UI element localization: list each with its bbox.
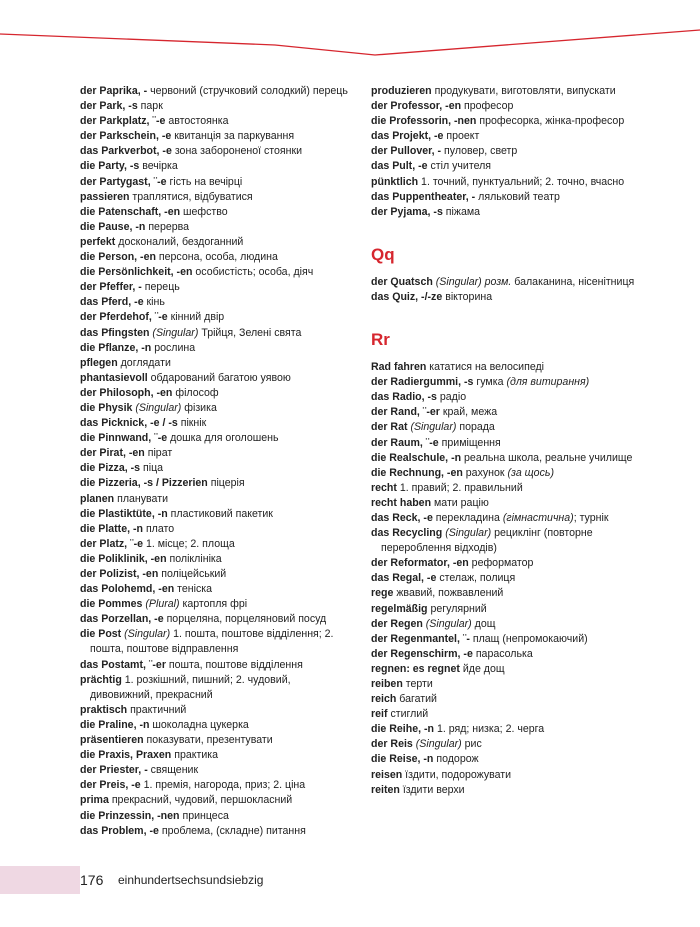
translation: прекрасний, чудовий, першокласний [111,794,293,807]
translation: священик [150,764,199,777]
headword: die Pizza, -s [80,462,141,475]
dictionary-entry [371,436,646,451]
headword: der Partygast, ¨-e [80,175,167,188]
headword: der Priester, - [80,764,148,777]
headword: das Postamt, ¨-er [80,658,166,671]
grammar-note: (Plural) [145,598,180,611]
translation: персона, особа, людина [158,251,278,264]
translation: проблема, (складне) питання [161,824,306,837]
translation: проект [446,130,480,143]
dictionary-entry [80,295,348,310]
translation: реальна школа, реальне училище [464,451,633,464]
translation: мати рацію [434,496,489,509]
dictionary-entry [371,175,646,190]
translation: піца [143,462,164,475]
dictionary-entry [80,733,348,748]
headword: der Pirat, -en [80,447,145,460]
dictionary-entry [80,703,348,718]
translation: радіо [439,391,467,404]
headword: das Reck, -e [371,511,433,524]
translation: парк [140,100,163,113]
headword: recht [371,481,397,494]
translation: кататися на велосипеді [429,361,545,374]
translation: приміщення [441,436,501,449]
dictionary-entry [371,114,646,129]
dictionary-entry [371,632,646,647]
dictionary-entry [371,692,646,707]
dictionary-entry [371,420,646,435]
headword: das Pferd, -e [80,296,144,309]
headword: pflegen [80,356,118,369]
headword: der Regenmantel, ¨- [371,632,470,645]
headword: die Reihe, -n [371,723,434,736]
headword: der Pyjama, -s [371,205,443,218]
translation: перерва [148,220,190,233]
headword: produzieren [371,85,432,97]
dictionary-entry [371,144,646,159]
headword: der Reis [371,738,413,751]
translation: реформатор [471,557,534,570]
headword: die Plastiktüte, -n [80,507,168,520]
dictionary-entry [371,451,646,466]
headword: die Patenschaft, -en [80,205,181,218]
headword: die Physik [80,401,133,414]
dictionary-entry [371,390,646,405]
headword: regnen: es regnet [371,662,460,675]
translation: зона забороненої стоянки [174,145,303,158]
translation: практика [174,749,219,762]
headword: die Party, -s [80,160,140,173]
translation: продукувати, виготовляти, випускати [434,85,616,97]
translation: 1. правий; 2. правильний [399,481,523,494]
translation: обдарований багатою уявою [150,371,291,384]
translation: поліклініка [169,552,222,565]
dictionary-entry [80,597,348,612]
dictionary-entry [371,405,646,420]
translation: терти [405,678,433,690]
dictionary-entry [371,205,646,220]
dictionary-entry [80,235,348,250]
headword: der Radiergummi, -s [371,376,474,389]
translation: рахунок [465,466,505,479]
headword: das Problem, -e [80,824,159,837]
translation: принцеса [182,809,229,822]
headword: die Realschule, -n [371,451,462,464]
dictionary-entry [80,627,348,657]
headword: der Rand, ¨-er [371,406,440,419]
translation: показувати, презентувати [146,734,273,747]
dictionary-entry [80,401,348,416]
translation: вечірка [142,160,178,173]
dictionary-entry [80,416,348,431]
usage-note: (для витирання) [506,376,590,389]
dictionary-entry [371,556,646,571]
translation: філософ [175,386,219,399]
headword: das Radio, -s [371,391,437,404]
footer-band [0,866,80,894]
headword: das Pult, -e [371,160,428,173]
translation: жвавий, пожвавлений [396,587,504,600]
dictionary-entry [80,159,348,174]
headword: das Quiz, -/-ze [371,290,443,303]
translation: професорка, жінка-професор [479,115,625,128]
dictionary-entry [371,571,646,586]
headword: der Quatsch [371,275,433,288]
headword: der Park, -s [80,100,138,113]
dictionary-entry [371,129,646,144]
headword: reif [371,708,388,721]
translation: Трійця, Зелені свята [201,326,302,339]
headword: prima [80,794,109,807]
dictionary-entry [80,341,348,356]
translation: рециклінг (повторне перероблення відходів) [381,527,593,555]
headword: die Post [80,628,122,641]
headword: der Parkschein, -e [80,130,172,143]
translation: перекладина [435,511,500,524]
headword: die Pommes [80,598,143,611]
right-column [371,84,646,798]
translation: 1. пошта, поштове відділення; 2. пошта, поштове відправлення [90,628,334,656]
dictionary-entry [80,220,348,235]
translation: шоколадна цукерка [152,718,249,731]
headword: das Pfingsten [80,326,150,339]
headword: Rad fahren [371,361,427,374]
headword: die Professorin, -nen [371,115,477,128]
translation: пластиковий пакетик [170,507,273,520]
headword: die Prinzessin, -nen [80,809,180,822]
dictionary-entry [371,496,646,511]
translation: доглядати [120,356,171,369]
grammar-note: (Singular) [425,617,472,630]
dictionary-entry [80,205,348,220]
p-entries [371,84,646,220]
dictionary-entry [80,673,348,703]
headword: der Pullover, - [371,145,442,158]
headword: rege [371,587,394,600]
translation: парасолька [475,647,533,660]
translation: кінний двір [170,311,225,324]
dictionary-entry [80,522,348,537]
dictionary-entry [80,326,348,341]
dictionary-entry [371,190,646,205]
headword: die Rechnung, -en [371,466,463,479]
translation: траплятися, відбуватися [132,190,253,203]
translation: їздити, подорожувати [405,768,512,781]
dictionary-entry [371,647,646,662]
translation: плащ (непромокаючий) [472,632,588,645]
headword: die Pinnwand, ¨-e [80,432,168,445]
headword: das Picknick, -e / -s [80,417,178,430]
translation: планувати [117,492,168,505]
dictionary-entry [80,658,348,673]
dictionary-entry [80,175,348,190]
headword: die Praline, -n [80,718,150,731]
dictionary-entry [80,552,348,567]
dictionary-entry [371,586,646,601]
translation: поліцейський [161,568,227,580]
translation: квитанція за паркування [174,130,295,143]
dictionary-entry [80,748,348,763]
dictionary-entry [80,386,348,401]
headword: das Projekt, -e [371,130,444,143]
translation: рис [464,738,482,751]
headword: der Professor, -en [371,100,462,113]
dictionary-entry [371,290,646,305]
grammar-note: (Singular) [445,527,492,540]
dictionary-entry [371,617,646,632]
letter-heading-r: Rr [371,330,390,350]
dictionary-entry [80,371,348,386]
translation: вікторина [445,290,493,303]
dictionary-entry [80,582,348,597]
dictionary-entry [80,612,348,627]
grammar-note: (Singular) [410,421,457,434]
dictionary-entry [80,129,348,144]
headword: der Parkplatz, ¨-e [80,115,166,128]
letter-heading-q: Qq [371,244,395,264]
translation: перець [144,281,180,294]
translation: пірат [147,447,173,460]
grammar-note: (Singular) [415,738,462,751]
translation: регулярний [430,602,487,615]
translation: особистість; особа, діяч [195,266,314,279]
dictionary-entry [80,114,348,129]
dictionary-entry [371,84,646,99]
headword: das Recycling [371,527,443,540]
dictionary-entry [371,159,646,174]
headword: das Regal, -e [371,572,437,585]
translation: картопля фрі [182,598,248,611]
headword: der Pfeffer, - [80,281,142,294]
headword: die Person, -en [80,251,156,264]
headword: regelmäßig [371,602,428,615]
headword: der Pferdehof, ¨-e [80,311,168,324]
headword: der Rat [371,421,408,434]
headword: der Regenschirm, -e [371,647,473,660]
grammar-note: (Singular) розм. [435,275,512,288]
translation: автостоянка [168,115,229,128]
dictionary-entry [371,752,646,767]
headword: das Porzellan, -e [80,613,164,626]
translation: гість на вечірці [169,175,243,188]
headword: phantasievoll [80,371,148,384]
dictionary-entry [371,466,646,481]
translation: теніска [177,583,213,596]
headword: die Platte, -n [80,522,143,535]
grammar-note: (Singular) [124,628,171,641]
dictionary-entry [80,99,348,114]
dictionary-entry [371,783,646,798]
headword: reich [371,693,397,706]
headword: praktisch [80,703,128,716]
translation: дошка для оголошень [170,432,279,445]
usage-note: (гімнастична) [502,511,574,524]
translation: йде дощ [462,662,505,675]
translation: пошта, поштове відділення [168,658,303,671]
dictionary-entry [80,280,348,295]
translation: стелаж, полиця [439,572,516,585]
dictionary-entry [80,446,348,461]
headword: präsentieren [80,734,144,747]
dictionary-entry [80,809,348,824]
headword: der Preis, -e [80,779,141,792]
dictionary-entry [80,84,348,99]
headword: der Paprika, - [80,85,148,97]
dictionary-entry [80,778,348,793]
dictionary-entry [80,144,348,159]
dictionary-entry [80,250,348,265]
dictionary-entry [80,718,348,733]
top-decorative-line [0,0,700,60]
dictionary-entry [80,763,348,778]
r-entries [371,360,646,798]
dictionary-entry [371,481,646,496]
headword: die Pause, -n [80,220,146,233]
dictionary-entry [80,310,348,325]
headword: der Platz, ¨-e [80,537,143,550]
headword: pünktlich [371,175,419,188]
dictionary-entry [371,737,646,752]
translation: професор [464,100,514,113]
headword: die Pizzeria, -s / Pizzerien [80,477,208,490]
translation: край, межа [442,406,498,419]
dictionary-entry [80,507,348,522]
headword: die Pflanze, -n [80,341,152,354]
dictionary-entry [371,662,646,677]
dictionary-entry [80,190,348,205]
translation: подорож [436,753,479,766]
dictionary-entry [80,265,348,280]
headword: planen [80,492,115,505]
dictionary-entry [371,511,646,526]
translation: балаканина, нісенітниця [514,275,635,288]
dictionary-entry [371,768,646,783]
headword: das Parkverbot, -e [80,145,172,158]
dictionary-entry [80,824,348,839]
q-entries [371,275,646,305]
dictionary-entry [80,476,348,491]
headword: die Reise, -n [371,753,434,766]
headword: der Raum, ¨-e [371,436,439,449]
translation: досконалий, бездоганний [118,235,244,248]
dictionary-entry [371,707,646,722]
translation: стіл учителя [430,160,492,173]
translation: піжама [445,205,481,218]
dictionary-entry [80,356,348,371]
headword: die Poliklinik, -en [80,552,167,565]
translation: рослина [154,341,196,354]
headword: der Philosoph, -en [80,386,173,399]
dictionary-entry [371,275,646,290]
translation: червоний (стручковий солодкий) перець [150,85,348,97]
headword: passieren [80,190,130,203]
usage-note: (за щось) [507,466,554,479]
dictionary-entry [371,360,646,375]
dictionary-entry [371,722,646,737]
translation-continued: ; турнік [573,511,609,524]
page-number-word: einhundertsechsundsiebzig [118,873,264,887]
headword: reisen [371,768,403,781]
grammar-note: (Singular) [135,401,182,414]
dictionary-entry [371,375,646,390]
dictionary-entry [80,537,348,552]
headword: der Regen [371,617,423,630]
translation: багатий [399,693,437,706]
translation: кінь [146,296,165,309]
dictionary-entry [80,567,348,582]
headword: perfekt [80,235,116,248]
translation: стиглий [390,708,429,721]
translation: практичний [130,703,187,716]
headword: der Reformator, -en [371,557,469,570]
translation: порада [459,421,495,434]
headword: reiben [371,678,403,690]
headword: die Persönlichkeit, -en [80,266,193,279]
headword: recht haben [371,496,432,509]
translation: пуловер, светр [444,145,518,158]
dictionary-entry [80,793,348,808]
translation: гумка [476,376,504,389]
headword: prächtig [80,673,122,686]
translation: фізика [184,401,217,414]
dictionary-entry [371,526,646,556]
translation: 1. розкішний, пишний; 2. чудовий, дивовижний, прекрасний [90,673,291,701]
translation: 1. точний, пунктуальний; 2. точно, вчасно [421,175,625,188]
left-column [80,84,348,839]
translation: їздити верхи [402,783,465,796]
dictionary-entry [80,492,348,507]
headword: das Puppentheater, - [371,190,476,203]
page-number: 176 [80,872,104,888]
dictionary-entry [371,99,646,114]
translation: пікнік [180,417,207,430]
dictionary-entry [371,602,646,617]
dictionary-entry [80,431,348,446]
translation: дощ [474,617,496,630]
translation: піцерія [210,477,245,490]
translation: порцеляна, порцеляновий посуд [166,613,327,626]
headword: die Praxis, Praxen [80,749,172,762]
headword: das Polohemd, -en [80,583,175,596]
translation: 1. ряд; низка; 2. черга [436,723,545,736]
dictionary-entry [371,677,646,692]
translation: 1. премія, нагорода, приз; 2. ціна [143,779,306,792]
dictionary-entry [80,461,348,476]
headword: reiten [371,783,400,796]
translation: 1. місце; 2. площа [145,537,235,550]
headword: der Polizist, -en [80,568,159,580]
translation: ляльковий театр [478,190,560,203]
translation: плато [145,522,175,535]
grammar-note: (Singular) [152,326,199,339]
translation: шефство [183,205,228,218]
